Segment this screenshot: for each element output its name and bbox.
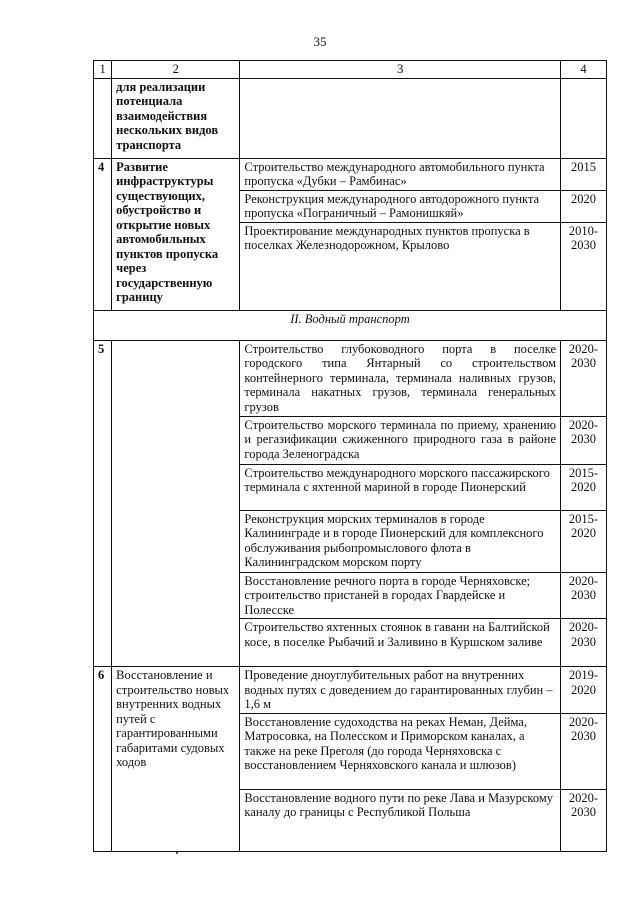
activity-text: Реконструкция морских терминалов в городе Калининграде и в городе Пионерский для комплексного обслуживания рыбопромыслового флота в Калининградском морском порту — [240, 510, 561, 572]
activity-text: Строительство морского терминала по приему, хранению и регазификации сжиженного природного газа в районе города Зеленоградска — [240, 416, 561, 464]
activity-text: Реконструкция международного автодорожного пункта пропуска «Пограничный – Рамонишкяй» — [240, 190, 561, 222]
header-col-1: 1 — [94, 61, 112, 79]
section-title: II. Водный транспорт — [94, 310, 607, 340]
activity-text: Восстановление водного пути по реке Лава и Мазурскому каналу до границы с Республикой Польша — [240, 789, 561, 851]
row-number: 6 — [94, 667, 112, 852]
row-number: 4 — [94, 158, 112, 310]
activity-year: 2020 — [561, 190, 607, 222]
activity-year: 2020-2030 — [561, 713, 607, 789]
activity-text: Строительство международного автомобильного пункта пропуска «Дубки – Рамбинас» — [240, 158, 561, 190]
activity-text: Строительство глубоководного порта в поселке городского типа Янтарный со строительством контейнерного терминала, терминала наливных грузов, терминала накатных грузов, терминала генеральных грузов — [240, 340, 561, 416]
header-col-2: 2 — [112, 61, 240, 79]
scan-speck — [176, 852, 178, 854]
activity-year: 2020-2030 — [561, 619, 607, 667]
activity-year: 2015 — [561, 158, 607, 190]
section-row — [94, 310, 607, 340]
activity-year: 2020-2030 — [561, 789, 607, 851]
table-row — [94, 667, 607, 714]
activity-text: Восстановление судоходства на реках Неман, Дейма, Матросовка, на Полесском и Приморском каналах, а также на реке Преголя (до города Черняховска с восстановлением Черняховского канала и шлюзов) — [240, 713, 561, 789]
activity-text: Строительство яхтенных стоянок в гавани на Балтийской косе, в поселке Рыбачий и Заливино в Куршском заливе — [240, 619, 561, 667]
activity-text: Проектирование международных пунктов пропуска в поселках Железнодорожном, Крылово — [240, 222, 561, 310]
table-row — [94, 158, 607, 190]
program-table — [93, 60, 607, 852]
page-number: 35 — [313, 34, 327, 49]
header-col-3: 3 — [240, 61, 561, 79]
measure-name: для реализации потенциала взаимодействия нескольких видов транспорта — [112, 78, 240, 158]
measure-name: Восстановление и строительство новых внутренних водных путей с гарантированными габаритами судовых ходов — [112, 667, 240, 852]
activity-text: Строительство международного морского пассажирского терминала с яхтенной мариной в городе Пионерский — [240, 464, 561, 510]
table-row — [94, 340, 607, 416]
activity-year: 2015-2020 — [561, 464, 607, 510]
activity-text: Восстановление речного порта в городе Черняховске; строительство пристаней в городах Гвардейске и Полесске — [240, 572, 561, 619]
activity-year: 2020-2030 — [561, 572, 607, 619]
activity-year: 2020-2030 — [561, 416, 607, 464]
measure-name — [112, 340, 240, 667]
activity-year: 2015-2020 — [561, 510, 607, 572]
row-number: 5 — [94, 340, 112, 667]
activity-text: Проведение дноуглубительных работ на внутренних водных путях с доведением до гарантированных глубин – 1,6 м — [240, 667, 561, 714]
header-col-4: 4 — [561, 61, 607, 79]
activity-year: 2020-2030 — [561, 340, 607, 416]
activity-year: 2019-2020 — [561, 667, 607, 714]
table-header-row — [94, 61, 607, 79]
activity-year: 2010-2030 — [561, 222, 607, 310]
table-row — [94, 78, 607, 158]
measure-name: Развитие инфраструктуры существующих, обустройство и открытие новых автомобильных пунктов пропуска через государственную границу — [112, 158, 240, 310]
